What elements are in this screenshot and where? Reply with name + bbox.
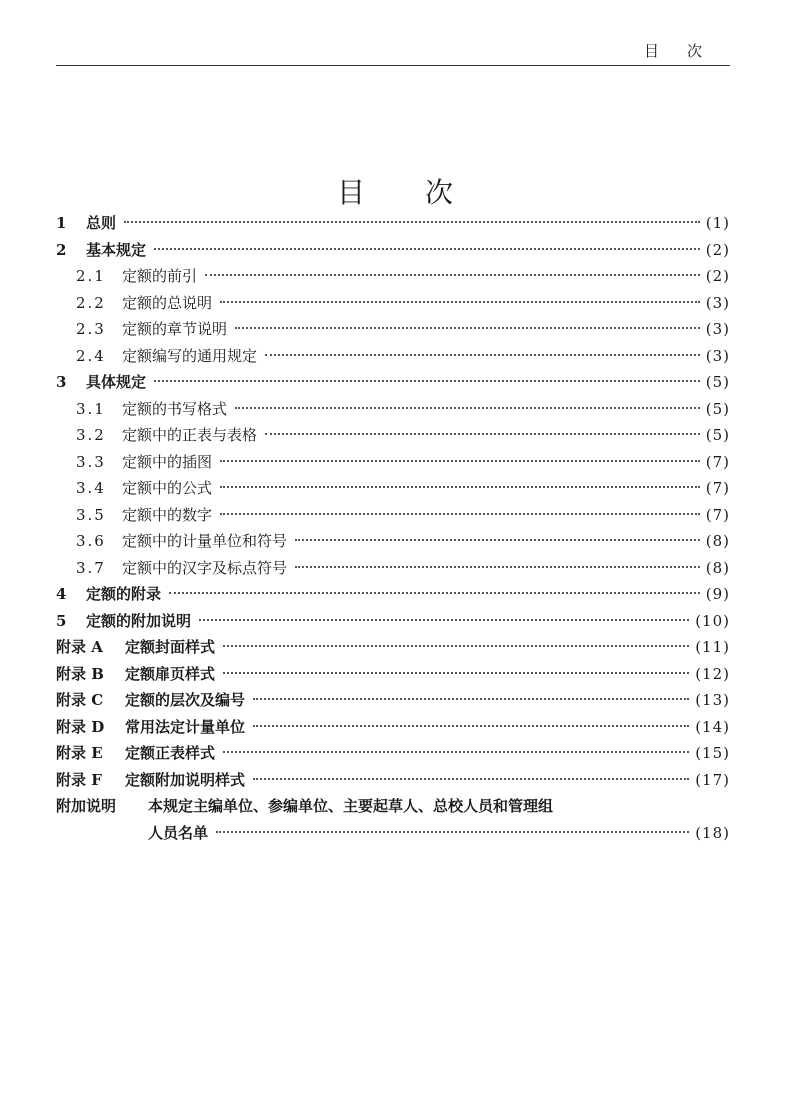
toc-number: 3.4 [76, 479, 106, 497]
toc-entry-3-2[interactable] [56, 422, 730, 449]
toc-page: (7) [705, 452, 730, 471]
toc-title: 定额的层次及编号 [125, 691, 246, 709]
dot-leader [220, 513, 700, 515]
toc-page: (7) [705, 505, 730, 524]
toc-entry-3-6[interactable] [56, 528, 730, 555]
toc-number: 2.1 [76, 267, 106, 285]
toc-page: (15) [695, 744, 730, 762]
toc-title: 定额正表样式 [125, 744, 216, 762]
toc-title: 定额中的公式 [122, 479, 213, 497]
toc-number: 3.2 [76, 426, 106, 444]
toc-page: (3) [705, 346, 730, 365]
toc-page: (5) [705, 426, 730, 444]
toc-entry-supplementary-note[interactable] [56, 793, 730, 820]
toc-page: (18) [695, 823, 730, 842]
toc-entry-4[interactable] [56, 581, 730, 608]
dot-leader [220, 460, 700, 462]
toc-page: (8) [705, 532, 730, 550]
toc-entry-2[interactable] [56, 237, 730, 264]
table-of-contents [56, 210, 730, 846]
dot-leader [253, 778, 689, 780]
dot-leader [124, 221, 700, 223]
toc-entry-2-1[interactable] [56, 263, 730, 290]
toc-page: (7) [705, 479, 730, 497]
toc-title: 定额附加说明样式 [125, 770, 246, 789]
dot-leader [235, 327, 700, 329]
toc-number: 4 [56, 585, 67, 603]
dot-leader [295, 539, 700, 541]
toc-entry-appendix-b[interactable] [56, 661, 730, 688]
toc-page: (9) [705, 585, 730, 603]
header-rule [56, 65, 730, 66]
toc-page: (1) [705, 214, 730, 232]
dot-leader [220, 486, 700, 488]
toc-page: (11) [695, 638, 730, 656]
dot-leader [223, 751, 689, 753]
toc-entry-1[interactable] [56, 210, 730, 237]
toc-entry-3[interactable] [56, 369, 730, 396]
toc-entry-2-2[interactable] [56, 290, 730, 317]
toc-entry-supplementary-note-cont[interactable] [56, 820, 730, 847]
toc-title: 定额中的数字 [122, 505, 213, 524]
dot-leader [295, 566, 700, 568]
toc-entry-3-3[interactable] [56, 449, 730, 476]
toc-number: 3.5 [76, 505, 106, 524]
toc-title: 定额中的汉字及标点符号 [122, 558, 288, 577]
toc-number: 3.7 [76, 558, 106, 577]
toc-number: 5 [56, 611, 67, 630]
dot-leader [253, 725, 689, 727]
toc-number: 2.4 [76, 346, 106, 365]
toc-entry-appendix-e[interactable] [56, 740, 730, 767]
toc-page: (5) [705, 399, 730, 418]
dot-leader [205, 274, 700, 276]
toc-number: 3.3 [76, 452, 106, 471]
toc-number: 3 [56, 373, 67, 391]
dot-leader [154, 380, 700, 382]
toc-title: 定额编写的通用规定 [122, 346, 258, 365]
page-title: 目次 [336, 175, 513, 209]
toc-number: 2.3 [76, 320, 106, 338]
toc-number: 附录 E [56, 744, 103, 762]
toc-entry-3-4[interactable] [56, 475, 730, 502]
toc-title: 定额的总说明 [122, 293, 213, 312]
toc-number: 3.1 [76, 399, 106, 418]
toc-page: (2) [705, 267, 730, 285]
toc-number: 附录 D [56, 717, 105, 736]
toc-entry-appendix-d[interactable] [56, 714, 730, 741]
dot-leader [199, 619, 689, 621]
toc-entry-appendix-c[interactable] [56, 687, 730, 714]
dot-leader [223, 672, 689, 674]
toc-title: 总则 [86, 214, 117, 232]
toc-title: 具体规定 [86, 373, 147, 391]
dot-leader [265, 354, 700, 356]
toc-page: (12) [695, 664, 730, 683]
toc-page: (5) [705, 373, 730, 391]
toc-page: (14) [695, 717, 730, 736]
toc-title: 本规定主编单位、参编单位、主要起草人、总校人员和管理组 [148, 797, 554, 815]
dot-leader [216, 831, 689, 833]
toc-title: 定额中的插图 [122, 452, 213, 471]
toc-number: 附录 F [56, 770, 102, 789]
toc-number: 附加说明 [56, 797, 117, 815]
toc-number: 1 [56, 214, 67, 232]
toc-title-continued: 人员名单 [148, 823, 209, 842]
toc-number: 附录 C [56, 691, 104, 709]
dot-leader [253, 698, 689, 700]
toc-entry-3-1[interactable] [56, 396, 730, 423]
toc-entry-2-3[interactable] [56, 316, 730, 343]
toc-number: 附录 A [56, 638, 103, 656]
toc-title: 定额中的计量单位和符号 [122, 532, 288, 550]
toc-entry-3-7[interactable] [56, 555, 730, 582]
toc-page: (13) [695, 691, 730, 709]
toc-title: 定额封面样式 [125, 638, 216, 656]
toc-page: (2) [705, 240, 730, 259]
toc-title: 定额的附加说明 [86, 611, 192, 630]
toc-entry-appendix-f[interactable] [56, 767, 730, 794]
toc-title: 定额的书写格式 [122, 399, 228, 418]
dot-leader [220, 301, 700, 303]
toc-number: 2.2 [76, 293, 106, 312]
toc-number: 2 [56, 240, 67, 259]
toc-entry-3-5[interactable] [56, 502, 730, 529]
toc-number: 3.6 [76, 532, 106, 550]
toc-title: 定额的章节说明 [122, 320, 228, 338]
toc-page: (3) [705, 320, 730, 338]
toc-title: 定额扉页样式 [125, 664, 216, 683]
toc-title: 基本规定 [86, 240, 147, 259]
dot-leader [169, 592, 700, 594]
running-header: 目次 [643, 42, 730, 60]
toc-number: 附录 B [56, 664, 104, 683]
dot-leader [235, 407, 700, 409]
toc-title: 常用法定计量单位 [125, 717, 246, 736]
toc-page: (10) [695, 611, 730, 630]
toc-page: (3) [705, 293, 730, 312]
toc-entry-appendix-a[interactable] [56, 634, 730, 661]
dot-leader [154, 248, 700, 250]
toc-page: (17) [695, 770, 730, 789]
toc-title: 定额中的正表与表格 [122, 426, 258, 444]
toc-title: 定额的附录 [86, 585, 162, 603]
toc-page: (8) [705, 558, 730, 577]
dot-leader [223, 645, 689, 647]
toc-entry-5[interactable] [56, 608, 730, 635]
toc-entry-2-4[interactable] [56, 343, 730, 370]
dot-leader [265, 433, 700, 435]
toc-title: 定额的前引 [122, 267, 198, 285]
